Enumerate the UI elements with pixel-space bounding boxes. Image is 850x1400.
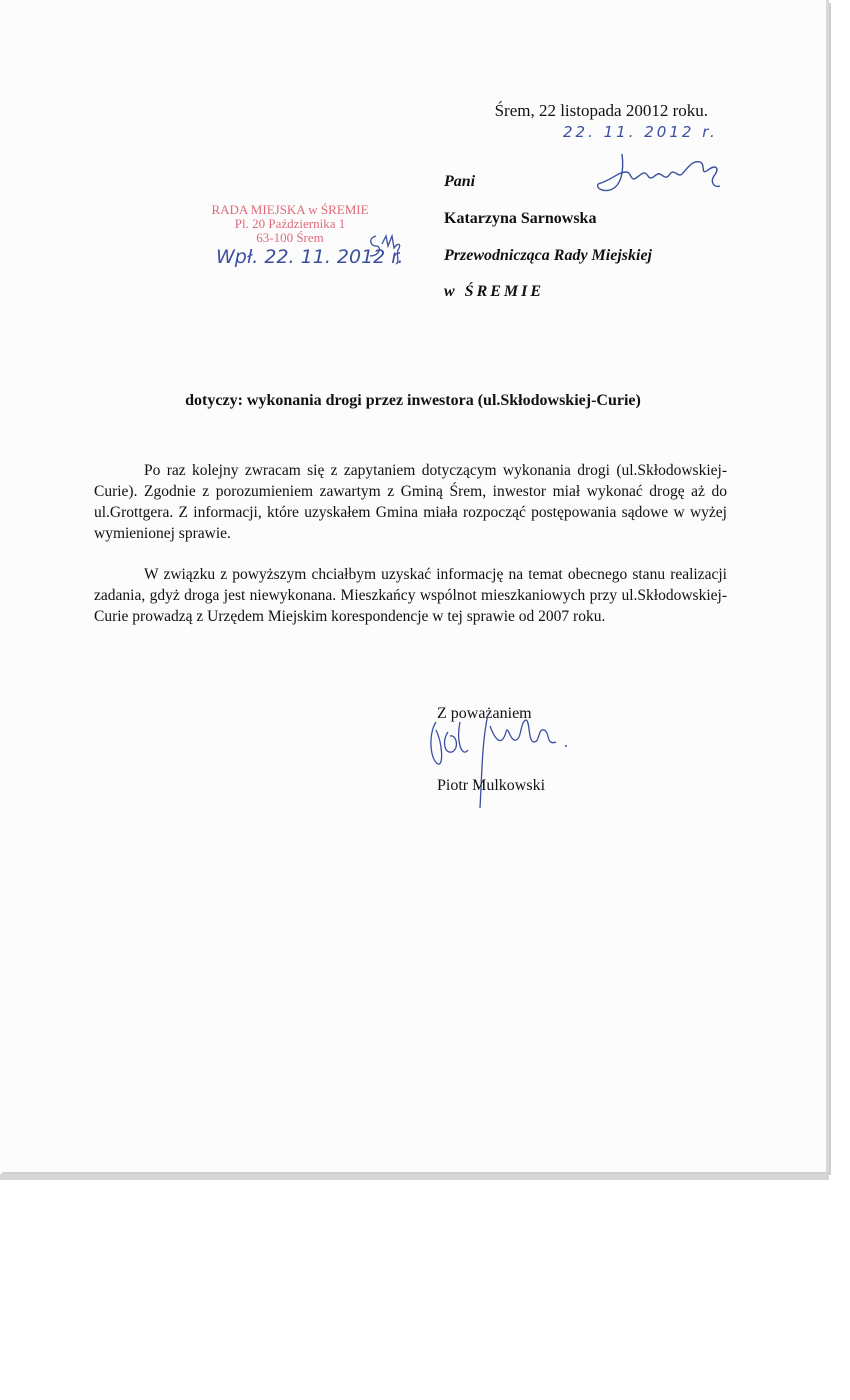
body-paragraph-2-text: W związku z powyższym chciałbym uzyskać informację na temat obecnego stanu realizacji zadania, gdyż droga jest niewykonana. Mieszkańcy wspólnot mieszkaniowych przy ul.Skłodowskiej-Curie prowadzą z Urzędem Miejskim korespondencje w tej sprawie od 2007 roku. bbox=[94, 566, 727, 625]
body-paragraph-2 bbox=[94, 564, 727, 627]
body-paragraph-1-text: Po raz kolejny zwracam się z zapytaniem dotyczącym wykonania drogi (ul.Skłodowskiej-Curie). Zgodnie z porozumieniem zawartym z Gminą Śrem, inwestor miał wykonać drogę aż do ul.Grottgera. Z informacji, które uzyskałem Gmina miała rozpocząć postępowania sądowe w wyżej wymienionej sprawie. bbox=[94, 462, 727, 542]
recipient-salutation: Pani bbox=[444, 173, 476, 190]
recipient-name: Katarzyna Sarnowska bbox=[444, 210, 597, 227]
receipt-initials bbox=[366, 232, 406, 266]
council-stamp bbox=[190, 203, 390, 245]
signer-signature bbox=[426, 712, 576, 812]
stamp-line-2: Pl. 20 Października 1 bbox=[234, 216, 346, 231]
stamp-line-3: 63-100 Śrem bbox=[256, 230, 324, 245]
date-line: Śrem, 22 listopada 20012 roku. bbox=[494, 101, 708, 120]
closing-phrase: Z poważaniem bbox=[437, 705, 532, 722]
letter-subject: dotyczy: wykonania drogi przez inwestora (ul.Skłodowskiej-Curie) bbox=[185, 392, 641, 409]
recipient-title: Przewodnicząca Rady Miejskiej bbox=[444, 247, 652, 264]
page-bottom-edge bbox=[0, 1174, 829, 1180]
handwritten-receipt-note: Wpł. 22. 11. 2012 r. bbox=[216, 246, 404, 268]
body-paragraph-1 bbox=[94, 460, 727, 544]
recipient-city: w ŚREMIE bbox=[444, 283, 545, 300]
handwritten-received-date: 22. 11. 2012 r. bbox=[563, 123, 718, 141]
stamp-line-1: RADA MIEJSKA w ŚREMIE bbox=[211, 202, 369, 217]
chairwoman-signature bbox=[592, 150, 732, 200]
signer-name: Piotr Mulkowski bbox=[437, 777, 546, 794]
